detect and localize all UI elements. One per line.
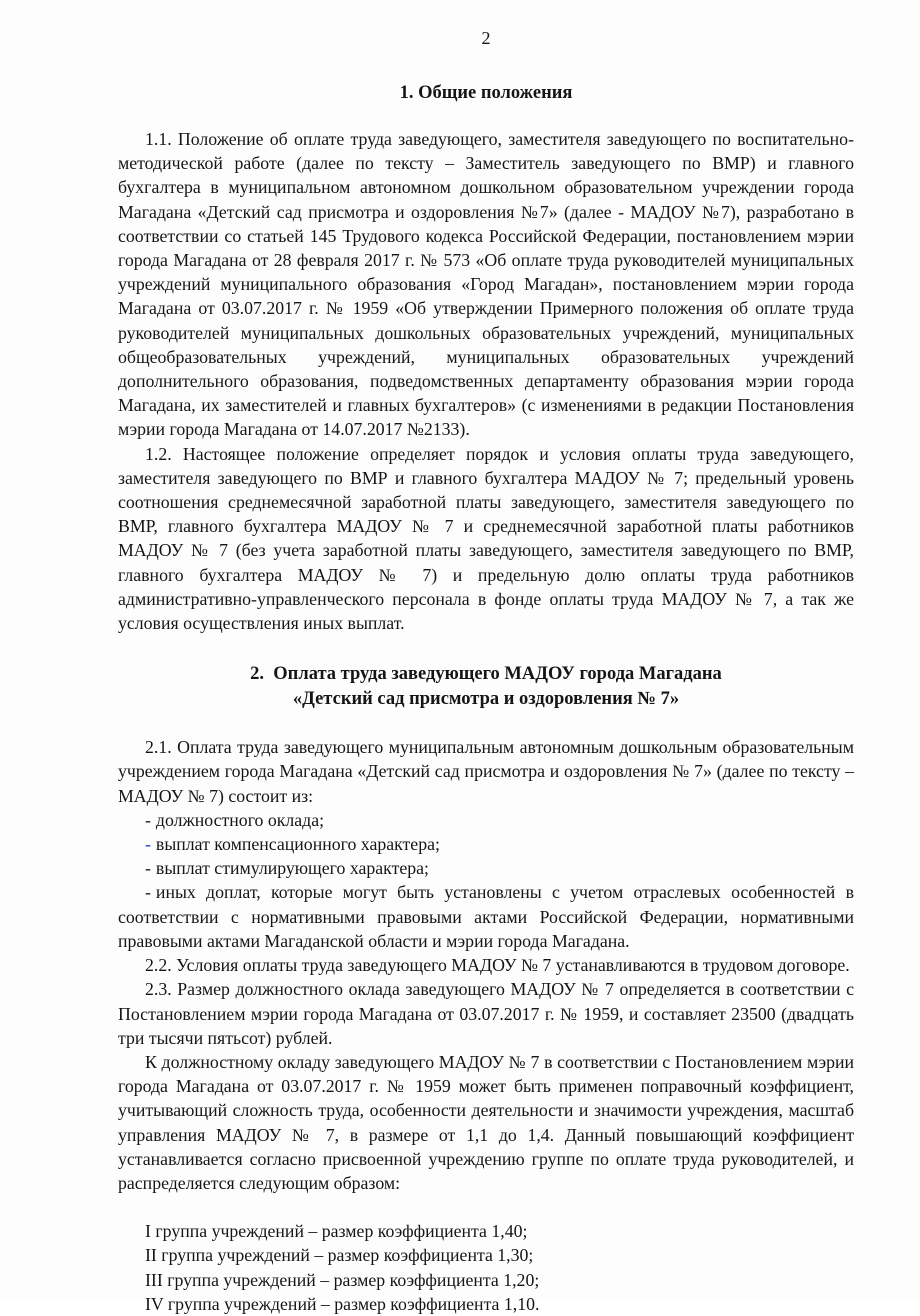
paragraph-1-2: 1.2. Настоящее положение определяет порядок и условия оплаты труда заведующего, заместителя заведующего по ВМР и главного бухгалтера МАДОУ № 7; предельный уровень соотношения среднемесячной заработной платы заведующего, заместителя заведующего по ВМР, главного бухгалтера МАДОУ № 7 и среднемесячной заработной платы работников МАДОУ № 7 (без учета заработной платы заведующего, заместителя заведующего по ВМР, главного бухгалтера МАДОУ № 7) и предельную долю оплаты труда работников административно-управленческого персонала в фонде оплаты труда МАДОУ № 7, а так же условия осуществления иных выплат. xyxy=(118,443,854,634)
section2-heading-line1: 2. Оплата труда заведующего МАДОУ города Магадана xyxy=(250,664,722,685)
paragraph-1-1: 1.1. Положение об оплате труда заведующего, заместителя заведующего по воспитательно-методической работе (далее по тексту – Заместитель заведующего по ВМР) и главного бухгалтера в муниципальном автономном дошкольном образовательном учреждении города Магадана «Детский сад присмотра и оздоровления №7» (далее - МАДОУ №7), разработано в соответствии со статьей 145 Трудового кодекса Российской Федерации, постановлением мэрии города Магадана от 28 февраля 2017 г. № 573 «Об оплате труда руководителей муниципальных учреждений муниципального образования «Город Магадан», постановлением мэрии города Магадана от 03.07.2017 г. № 1959 «Об утверждении Примерного положения об оплате труда руководителей муниципальных дошкольных образовательных учреждений, муниципальных общеобразовательных учреждений, муниципальных образовательных учреждений дополнительного образования, подведомственных департаменту образования мэрии города Магадана, их заместителей и главных бухгалтеров» (с изменениями в редакции Постановления мэрии города Магадана от 14.07.2017 №2133). xyxy=(118,129,854,440)
salary-component-item xyxy=(118,880,854,953)
salary-component-text: выплат стимулирующего характера; xyxy=(155,858,429,879)
paragraph-2-2: 2.2. Условия оплаты труда заведующего МАДОУ № 7 устанавливаются в трудовом договоре. xyxy=(145,955,850,976)
section2-heading-line2: «Детский сад присмотра и оздоровления № 7» xyxy=(292,689,680,710)
list-dash: - xyxy=(145,882,151,903)
salary-component-text: иных доплат, которые могут быть установлены с учетом отраслевых особенностей в соответствии с нормативными правовыми актами Российской Федерации, нормативными правовыми актами Магаданской области и мэрии города Магадана. xyxy=(118,882,854,951)
list-dash: - xyxy=(145,834,151,855)
paragraph-2-3-coefficient: К должностному окладу заведующего МАДОУ № 7 в соответствии с Постановлением мэрии города Магадана от 03.07.2017 г. № 1959 может быть применен поправочный коэффициент, учитывающий сложность труда, особенности деятельности и значимости учреждения, масштаб управления МАДОУ № 7, в размере от 1,1 до 1,4. Данный повышающий коэффициент устанавливается согласно присвоенной учреждению группе по оплате труда руководителей, и распределяется следующим образом: xyxy=(118,1051,854,1193)
coefficient-groups-list xyxy=(118,1219,854,1316)
salary-component-text: выплат компенсационного характера; xyxy=(155,834,440,855)
coefficient-group-line: I группа учреждений – размер коэффициента 1,40; xyxy=(145,1221,528,1242)
coefficient-group-line: III группа учреждений – размер коэффициента 1,20; xyxy=(145,1269,540,1290)
coefficient-group-line: II группа учреждений – размер коэффициента 1,30; xyxy=(145,1245,534,1266)
salary-component-item xyxy=(118,832,854,856)
section2-heading xyxy=(118,662,854,712)
coefficient-group-line: IV группа учреждений – размер коэффициента 1,10. xyxy=(145,1293,540,1314)
page-number: 2 xyxy=(481,28,491,48)
salary-component-item xyxy=(118,808,854,832)
paragraph-2-1: 2.1. Оплата труда заведующего муниципальным автономным дошкольным образовательным учреждением города Магадана «Детский сад присмотра и оздоровления № 7» (далее по тексту –МАДОУ № 7) состоит из: xyxy=(118,737,854,806)
salary-component-item xyxy=(118,856,854,880)
paragraph-2-3: 2.3. Размер должностного оклада заведующего МАДОУ № 7 определяется в соответствии с Постановлением мэрии города Магадана от 03.07.2017 г. № 1959, и составляет 23500 (двадцать три тысячи пятьсот) рублей. xyxy=(118,979,854,1048)
list-dash: - xyxy=(145,858,151,879)
section1-heading: 1. Общие положения xyxy=(399,83,573,103)
list-dash: - xyxy=(145,809,151,830)
salary-component-text: должностного оклада; xyxy=(155,809,325,830)
